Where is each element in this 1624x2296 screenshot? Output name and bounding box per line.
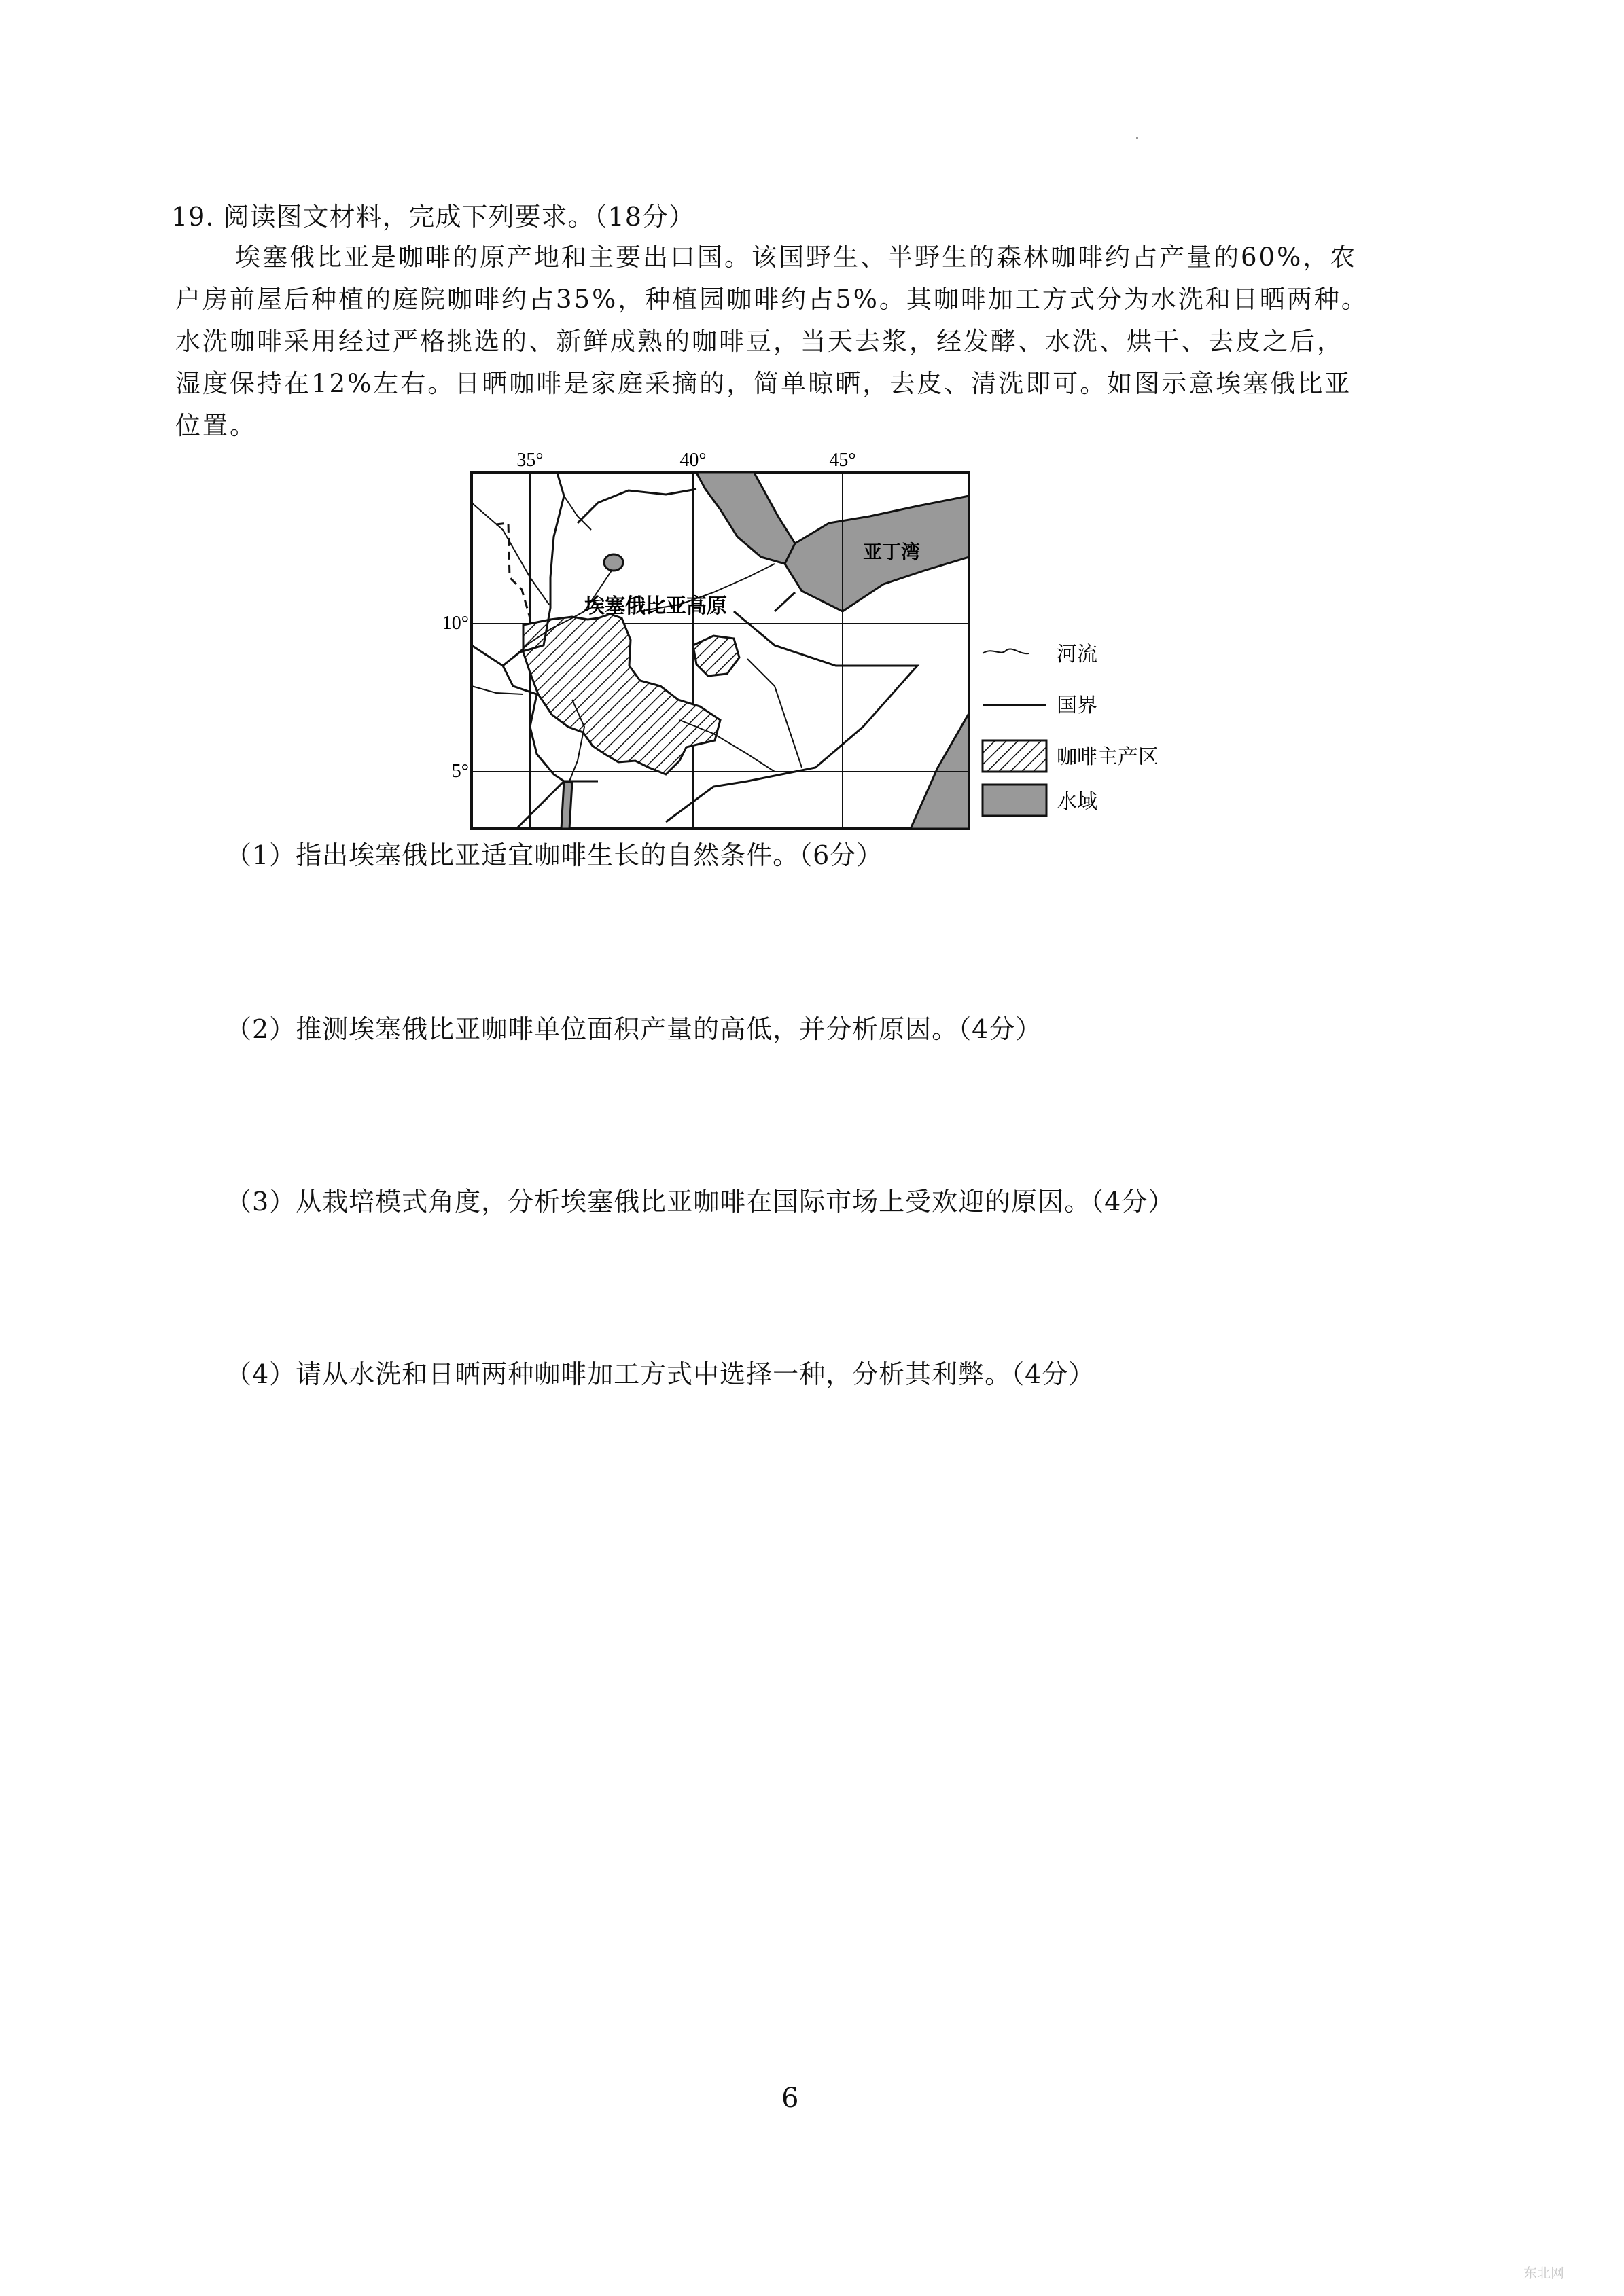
watermark: 东北网 xyxy=(1523,2265,1564,2281)
lon-label-35: 35° xyxy=(516,450,544,471)
passage-line: 埃塞俄比亚是咖啡的原产地和主要出口国。该国野生、半野生的森林咖啡约占产量的60%，农 xyxy=(235,243,1358,272)
ethiopia-location-map xyxy=(394,442,1196,842)
question-title: 19. 阅读图文材料，完成下列要求。（18分） xyxy=(171,202,695,232)
passage-line: 水洗咖啡采用经过严格挑选的、新鲜成熟的咖啡豆，当天去浆，经发酵、水洗、烘干、去皮之后， xyxy=(175,327,1344,356)
legend-border-label: 国界 xyxy=(1057,694,1097,717)
lat-label-10: 10° xyxy=(442,613,469,634)
legend-hatch-symbol xyxy=(983,740,1046,772)
lake-turkana xyxy=(561,781,572,829)
passage-line: 位置。 xyxy=(175,411,257,440)
legend-river-label: 河流 xyxy=(1057,643,1097,666)
lon-label-45: 45° xyxy=(829,450,856,471)
page-number: 6 xyxy=(781,2083,799,2114)
legend-water-label: 水域 xyxy=(1057,790,1097,814)
legend-hatch-label: 咖啡主产区 xyxy=(1057,745,1159,769)
lat-label-5: 5° xyxy=(451,761,469,782)
subquestion-1: （1）指出埃塞俄比亚适宜咖啡生长的自然条件。（6分） xyxy=(226,840,883,870)
subquestion-4: （4）请从水洗和日晒两种咖啡加工方式中选择一种，分析其利弊。（4分） xyxy=(226,1359,1095,1389)
subquestion-3: （3）从栽培模式角度，分析埃塞俄比亚咖啡在国际市场上受欢迎的原因。（4分） xyxy=(226,1187,1175,1217)
lon-label-40: 40° xyxy=(679,450,707,471)
gulf-label: 亚丁湾 xyxy=(863,541,921,563)
question-passage xyxy=(175,236,1439,447)
map-legend xyxy=(983,643,1159,816)
legend-river-symbol xyxy=(983,649,1029,654)
passage-line: 湿度保持在12%左右。日晒咖啡是家庭采摘的，简单晾晒，去皮、清洗即可。如图示意埃塞俄比亚 xyxy=(175,369,1352,398)
passage-line: 户房前屋后种植的庭院咖啡约占35%，种植园咖啡约占5%。其咖啡加工方式分为水洗和日晒两种。 xyxy=(175,285,1369,314)
legend-water-symbol xyxy=(983,785,1046,816)
highland-label: 埃塞俄比亚高原 xyxy=(584,594,727,618)
scan-speck xyxy=(1136,137,1138,139)
lake-tana xyxy=(604,554,623,571)
subquestion-2: （2）推测埃塞俄比亚咖啡单位面积产量的高低，并分析原因。（4分） xyxy=(226,1014,1042,1044)
